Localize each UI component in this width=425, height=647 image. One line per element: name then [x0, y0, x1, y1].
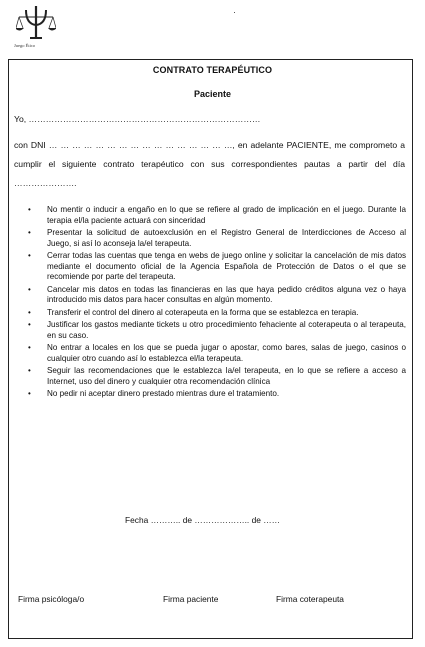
rule-text: No pedir ni aceptar dinero prestado mientras dure el tratamiento.	[47, 389, 280, 398]
rule-text: Transferir el control del dinero al coterapeuta en la forma que se establezca en terapia.	[47, 307, 359, 317]
rule-text: Justificar los gastos mediante tickets u otro procedimiento fehaciente al coterapeuta o al terapeuta, en su caso.	[47, 320, 406, 340]
list-item	[27, 251, 406, 283]
dni-paragraph: con DNI … … … … … … … … … … … … … … … …, en adelante PACIENTE, me comprometo a cumplir el siguiente contrato terapéutico con sus correspondientes pautas a partir del día ………………….	[14, 140, 405, 188]
bullet-icon: •	[28, 251, 31, 260]
list-item	[27, 366, 406, 387]
rule-text: Presentar la solicitud de autoexclusión en el Registro General de Interdicciones de Acceso al Juego, si así lo aconseja la/el terapeuta.	[47, 228, 406, 248]
rule-text: No entrar a locales en los que se pueda jugar o apostar, como bares, salas de juego, casinos o cualquier otro cuando así lo establezca el/la terapeuta.	[47, 343, 406, 363]
bullet-icon: •	[28, 343, 31, 352]
bullet-icon: •	[28, 389, 31, 398]
signature-patient: Firma paciente	[163, 594, 219, 604]
bullet-icon: •	[28, 284, 31, 294]
name-line: Yo, ………………………………………………………………………	[14, 114, 261, 124]
bullet-icon: •	[28, 307, 31, 317]
rule-text: Seguir las recomendaciones que le establezca la/el terapeuta, en lo que se refiere a acceso a Internet, uso del dinero y cualquier otra recomendación clínica	[47, 366, 406, 386]
list-item	[27, 308, 406, 319]
list-item	[27, 285, 406, 306]
bullet-icon: •	[28, 320, 31, 329]
date-line: Fecha ……….. de ……………….. de ……	[125, 515, 280, 525]
list-item	[27, 320, 406, 341]
rule-text: No mentir o inducir a engaño en lo que se refiere al grado de implicación en el juego. Durante la terapia el/la paciente actuará con sinceridad	[47, 205, 406, 225]
signature-psychologist: Firma psicóloga/o	[18, 594, 85, 604]
document-title: CONTRATO TERAPÉUTICO	[152, 65, 273, 75]
list-item	[27, 343, 406, 364]
list-item	[27, 205, 406, 226]
bullet-icon: •	[28, 366, 31, 375]
bullet-icon: •	[28, 228, 31, 237]
scan-speck	[234, 12, 235, 13]
bullet-icon: •	[28, 205, 31, 214]
rule-text: Cancelar mis datos en todas las financieras en las que haya pedido créditos alguna vez o haya introducido mis datos para hacer consultas en algún momento.	[47, 284, 406, 305]
list-item	[27, 389, 406, 400]
signature-cotherapist: Firma coterapeuta	[276, 594, 344, 604]
logo-caption: Juego Ético	[14, 43, 36, 48]
rule-text: Cerrar todas las cuentas que tenga en webs de juego online y solicitar la cancelación de mis datos mediante el documento oficial de la Agencia Española de Protección de Datos o el que se recomiende por parte del terapeuta.	[47, 251, 406, 282]
rules-list	[27, 205, 406, 401]
document-subtitle: Paciente	[193, 89, 232, 99]
list-item	[27, 228, 406, 249]
